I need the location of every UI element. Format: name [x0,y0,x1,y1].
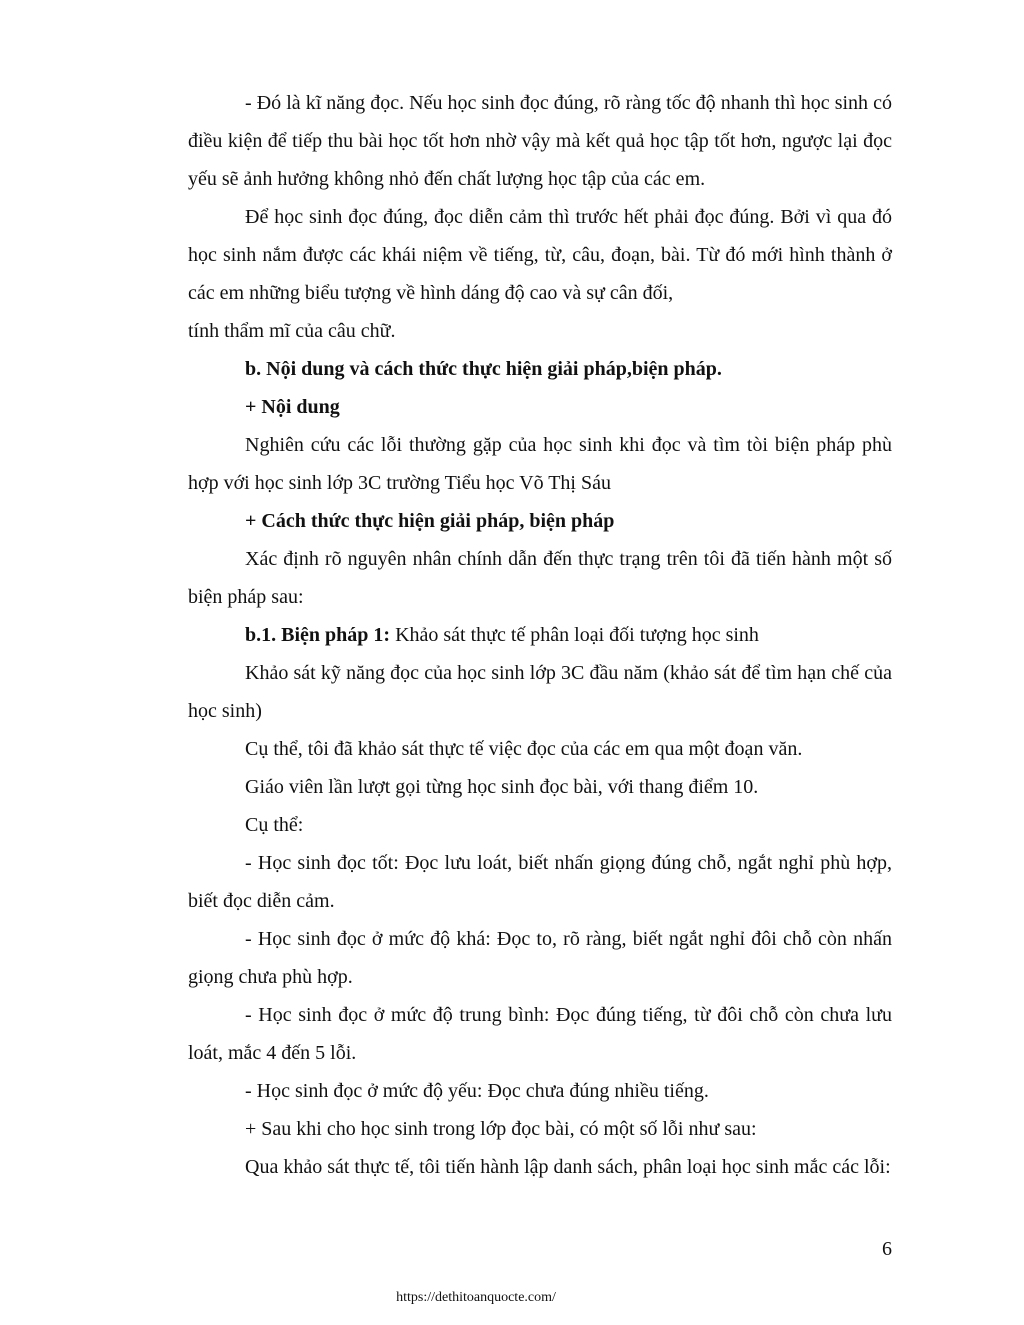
heading-content-and-method: b. Nội dung và cách thức thực hiện giải pháp,biện pháp. [245,358,722,380]
paragraph-read-correctly: Để học sinh đọc đúng, đọc diễn cảm thì trước hết phải đọc đúng. Bởi vì qua đó học sinh nắm được các khái niệm về tiếng, từ, câu, đoạn, bài. Từ đó mới hình thành ở các em những biểu tượng về hình dáng độ cao và sự cân đối, [188,206,892,304]
list-item-fair-readers: - Học sinh đọc ở mức độ khá: Đọc to, rõ ràng, biết ngắt nghỉ đôi chỗ còn nhấn giọng chưa phù hợp. [188,928,892,988]
heading-method: + Cách thức thực hiện giải pháp, biện pháp [245,510,615,532]
heading-content: + Nội dung [245,396,340,418]
paragraph-reading-skill: - Đó là kĩ năng đọc. Nếu học sinh đọc đúng, rõ ràng tốc độ nhanh thì học sinh có điều kiện để tiếp thu bài học tốt hơn nhờ vậy mà kết quả học tập tốt hơn, ngược lại đọc yếu sẽ ảnh hưởng không nhỏ đến chất lượng học tập của các em. [188,92,892,190]
paragraph-after-reading: + Sau khi cho học sinh trong lớp đọc bài, có một số lỗi như sau: [245,1118,757,1140]
paragraph-specific-survey: Cụ thể, tôi đã khảo sát thực tế việc đọc của các em qua một đoạn văn. [245,738,803,760]
paragraph-determine-cause: Xác định rõ nguyên nhân chính dẫn đến thực trạng trên tôi đã tiến hành một số biện pháp sau: [188,548,892,608]
list-item-average-readers: - Học sinh đọc ở mức độ trung bình: Đọc đúng tiếng, từ đôi chỗ còn chưa lưu loát, mắc 4 đến 5 lỗi. [188,1004,892,1064]
list-item-good-readers: - Học sinh đọc tốt: Đọc lưu loát, biết nhấn giọng đúng chỗ, ngắt nghỉ phù hợp, biết đọc diễn cảm. [188,852,892,912]
paragraph-specifically: Cụ thể: [245,814,304,836]
document-body [188,84,892,1186]
measure-1-text: Khảo sát thực tế phân loại đối tượng học sinh [390,624,759,646]
paragraph-measure-1 [188,616,892,654]
measure-1-label: b.1. Biện pháp 1: [245,624,391,646]
paragraph-research: Nghiên cứu các lỗi thường gặp của học sinh khi đọc và tìm tòi biện pháp phù hợp với học sinh lớp 3C trường Tiểu học Võ Thị Sáu [188,434,892,494]
footer-url: https://dethitoanquocte.com/ [396,1290,556,1305]
page-number: 6 [882,1238,892,1260]
paragraph-classification: Qua khảo sát thực tế, tôi tiến hành lập danh sách, phân loại học sinh mắc các lỗi: [245,1156,891,1178]
paragraph-aesthetics: tính thẩm mĩ của câu chữ. [188,320,396,342]
paragraph-survey: Khảo sát kỹ năng đọc của học sinh lớp 3C đầu năm (khảo sát để tìm hạn chế của học sinh) [188,662,892,722]
list-item-weak-readers: - Học sinh đọc ở mức độ yếu: Đọc chưa đúng nhiều tiếng. [245,1080,709,1102]
paragraph-teacher-calls: Giáo viên lần lượt gọi từng học sinh đọc bài, với thang điểm 10. [245,776,759,798]
